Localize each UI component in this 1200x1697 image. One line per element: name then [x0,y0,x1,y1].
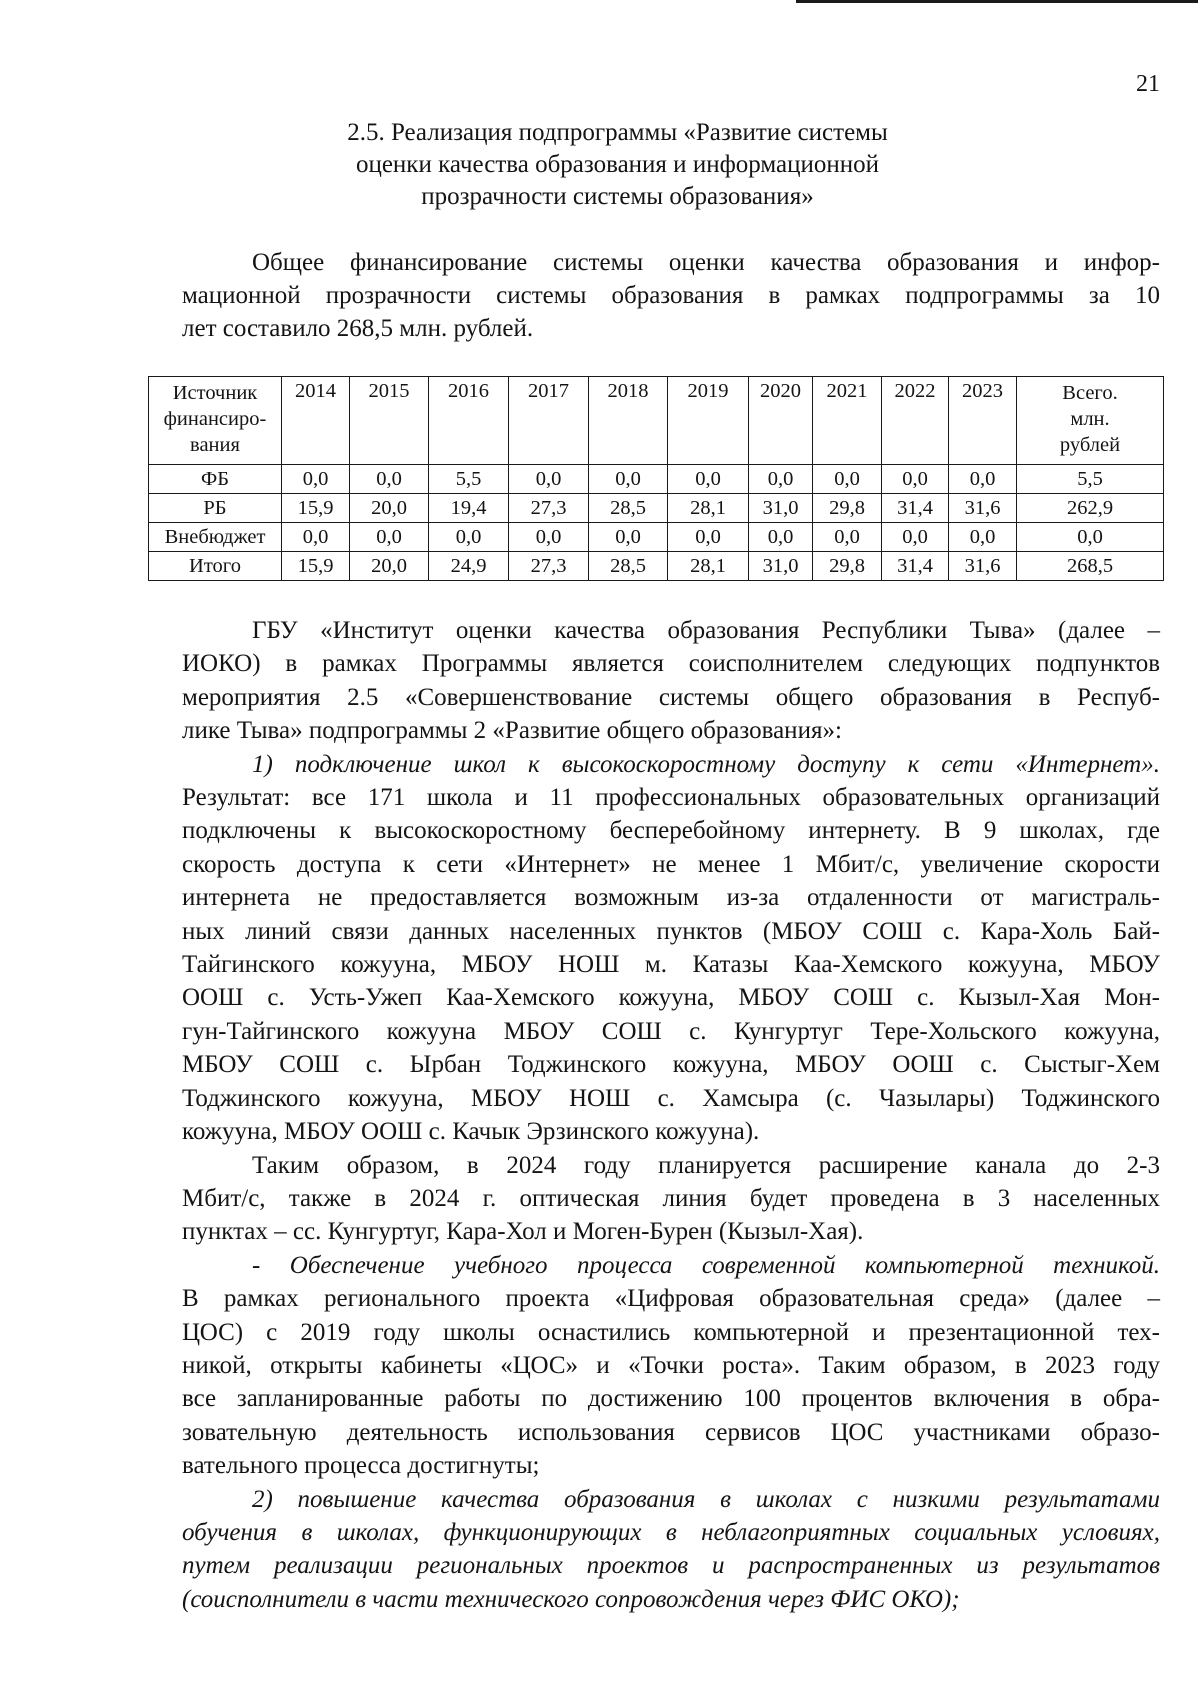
table-cell: 19,4 [429,494,509,523]
table-cell: 0,0 [282,523,350,552]
row-total: 262,9 [1017,494,1164,523]
table-header-row [149,377,1164,465]
body-line: ных линий связи данных населенных пунктов (МБОУ СОШ с. Кара-Холь Бай- [182,917,1160,945]
intro-line: лет составило 268,5 млн. рублей. [182,315,534,342]
body-line: Тайгинского кожууна, МБОУ НОШ м. Катазы Каа-Хемского кожууна, МБОУ [182,951,1160,979]
table-cell: 0,0 [949,523,1017,552]
table-cell: 0,0 [350,523,429,552]
body-line: все запланированные работы по достижению 100 процентов включения в обра- [182,1385,1160,1413]
table-cell: 29,8 [813,552,882,581]
table-cell: 29,8 [813,494,882,523]
column-header-year: 2017 [509,377,589,465]
table-row [149,494,1164,523]
body-line: ИОКО) в рамках Программы является соисполнителем следующих подпунктов [182,650,1160,678]
body-line: интернета не предоставляется возможным из-за отдаленности от магистраль- [182,884,1160,912]
body-line: скорость доступа к сети «Интернет» не менее 1 Мбит/с, увеличение скорости [182,850,1160,878]
table-cell: 0,0 [813,465,882,494]
table-cell: 0,0 [589,465,668,494]
body-line: мероприятия 2.5 «Совершенствование системы общего образования в Респуб- [182,683,1160,711]
table-cell: 15,9 [282,552,350,581]
body-line: 1) подключение школ к высокоскоростному доступу к сети «Интернет». [252,750,1160,778]
body-line: гун-Тайгинского кожууна МБОУ СОШ с. Кунгуртуг Тере-Хольского кожууна, [182,1017,1160,1045]
body-line: ООШ с. Усть-Ужеп Каа-Хемского кожууна, МБОУ СОШ с. Кызыл-Хая Мон- [182,984,1160,1012]
table-cell: 28,1 [668,552,749,581]
body-line: Таким образом, в 2024 году планируется расширение канала до 2-3 [252,1151,1160,1179]
funding-table [148,376,1164,581]
table-cell: 27,3 [509,552,589,581]
header-source-line: вания [190,434,240,456]
table-cell: 5,5 [429,465,509,494]
table-cell: 0,0 [282,465,350,494]
column-header-year: 2018 [589,377,668,465]
header-total-line: рублей [1059,434,1121,456]
table-cell: 31,6 [949,552,1017,581]
body-line: ГБУ «Институт оценки качества образования Республики Тыва» (далее – [252,617,1160,644]
header-total-line: Всего. [1062,382,1118,404]
body-line: Тоджинского кожууна, МБОУ НОШ с. Хамсыра (с. Чазылары) Тоджинского [182,1084,1160,1112]
row-total: 5,5 [1017,465,1164,494]
body-line: подключены к высокоскоростному бесперебойному интернету. В 9 школах, где [182,817,1160,845]
table-row [149,523,1164,552]
heading-line: прозрачности системы образования» [421,183,814,210]
table-cell: 0,0 [668,523,749,552]
row-label: РБ [149,494,282,523]
table-cell: 31,4 [882,494,949,523]
body-line: никой, открыты кабинеты «ЦОС» и «Точки роста». Таким образом, в 2023 году [182,1351,1160,1379]
body-line: лике Тыва» подпрограммы 2 «Развитие общего образования»: [182,717,842,745]
table-cell: 28,5 [589,552,668,581]
column-header-year: 2014 [282,377,350,465]
table-row [149,552,1164,581]
header-source-line: финансиро- [163,408,267,430]
body-line: - Обеспечение учебного процесса современной компьютерной техникой. [252,1251,1160,1279]
column-header-year: 2021 [813,377,882,465]
body-line: Результат: все 171 школа и 11 профессиональных образовательных организаций [182,784,1160,812]
page-number: 21 [1136,71,1160,97]
table-cell: 24,9 [429,552,509,581]
table-cell: 15,9 [282,494,350,523]
table-cell: 0,0 [429,523,509,552]
table-cell: 20,0 [350,552,429,581]
column-header-year: 2019 [668,377,749,465]
body-line: МБОУ СОШ с. Ырбан Тоджинского кожууна, МБОУ ООШ с. Сыстыг-Хем [182,1051,1160,1079]
section-heading [250,117,985,213]
heading-line: 2.5. Реализация подпрограммы «Развитие системы [347,119,888,146]
table-cell: 20,0 [350,494,429,523]
table-cell: 0,0 [509,465,589,494]
table-cell: 27,3 [509,494,589,523]
body-line: В рамках регионального проекта «Цифровая образовательная среда» (далее – [182,1285,1160,1313]
table-cell: 0,0 [749,465,813,494]
table-cell: 0,0 [668,465,749,494]
top-edge-rule [796,0,1198,3]
table-cell: 31,0 [749,552,813,581]
row-total: 0,0 [1017,523,1164,552]
header-total-line: млн. [1070,408,1110,430]
table-cell: 31,0 [749,494,813,523]
column-header-year: 2016 [429,377,509,465]
table-cell: 0,0 [350,465,429,494]
table-cell: 0,0 [949,465,1017,494]
table-cell: 0,0 [509,523,589,552]
body-line: кожууна, МБОУ ООШ с. Качык Эрзинского кожууна). [182,1118,760,1146]
column-header-year: 2022 [882,377,949,465]
row-total: 268,5 [1017,552,1164,581]
table-cell: 0,0 [589,523,668,552]
body-line: обучения в школах, функционирующих в неблагоприятных социальных условиях, [182,1518,1160,1546]
table-cell: 31,6 [949,494,1017,523]
table-body [149,465,1164,581]
body-line: 2) повышение качества образования в школах с низкими результатами [252,1485,1160,1513]
table-cell: 28,1 [668,494,749,523]
table-row [149,465,1164,494]
body-line: путем реализации региональных проектов и распространенных из результатов [182,1552,1160,1580]
body-line: ЦОС) с 2019 году школы оснастились компьютерной и презентационной тех- [182,1318,1160,1346]
body-line: (соисполнители в части технического сопровождения через ФИС ОКО); [182,1585,960,1613]
table-cell: 28,5 [589,494,668,523]
intro-line: мационной прозрачности системы образования в рамках подпрограммы за 10 [182,282,1160,309]
column-header-source [149,377,282,465]
table-cell: 31,4 [882,552,949,581]
header-source-line: Источник [172,382,258,404]
row-label: Итого [149,552,282,581]
intro-line: Общее финансирование системы оценки качества образования и инфор- [252,249,1160,276]
column-header-year: 2020 [749,377,813,465]
table-cell: 0,0 [813,523,882,552]
body-line: пунктах – сс. Кунгуртуг, Кара-Хол и Моген-Бурен (Кызыл-Хая). [182,1218,864,1246]
body-line: вательного процесса достигнуты; [182,1452,540,1480]
row-label: Внебюджет [149,523,282,552]
heading-line: оценки качества образования и информационной [355,151,880,178]
intro-paragraph [182,246,1160,345]
body-line: зовательную деятельность использования сервисов ЦОС участниками образо- [182,1418,1160,1446]
row-label: ФБ [149,465,282,494]
table-cell: 0,0 [882,523,949,552]
body-line: Мбит/с, также в 2024 г. оптическая линия будет проведена в 3 населенных [182,1184,1160,1212]
column-header-total [1017,377,1164,465]
table-cell: 0,0 [882,465,949,494]
table-cell: 0,0 [749,523,813,552]
column-header-year: 2023 [949,377,1017,465]
column-header-year: 2015 [350,377,429,465]
body-text [182,614,1160,1616]
